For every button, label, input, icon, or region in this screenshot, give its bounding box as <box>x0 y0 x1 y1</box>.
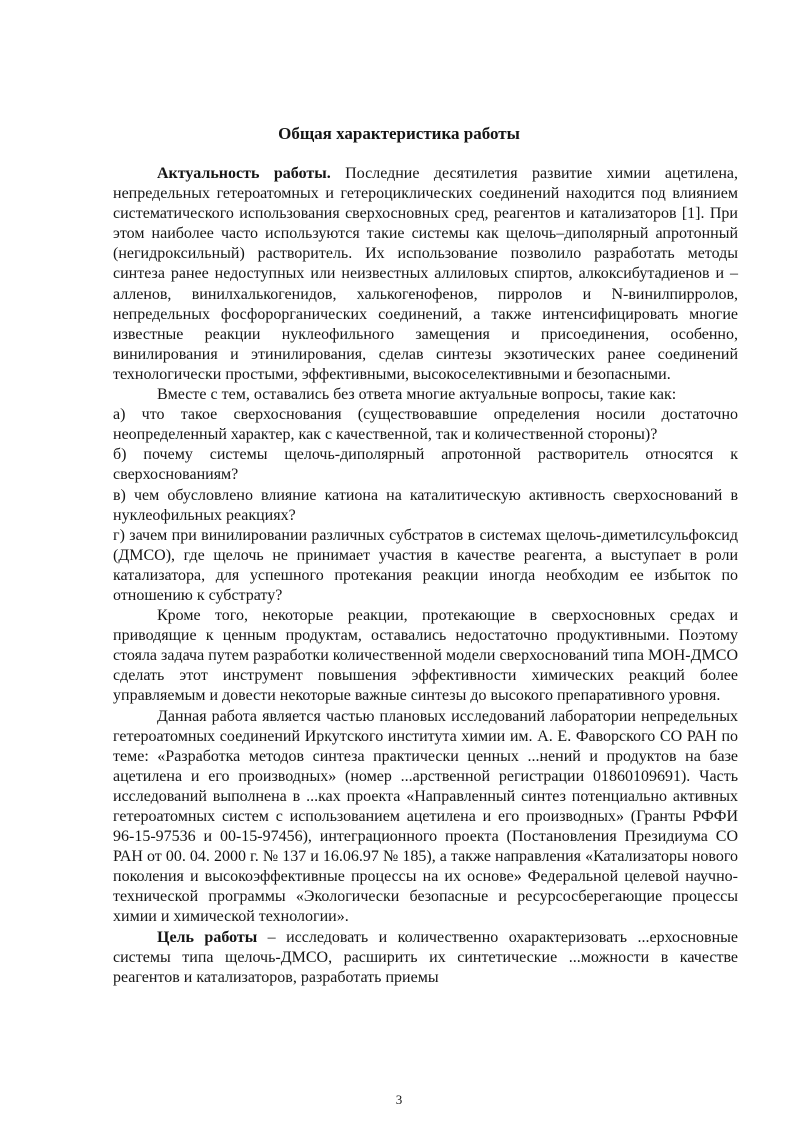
productivity-paragraph: Кроме того, некоторые реакции, протекающие в сверхосновных средах и приводящие к ценным продуктам, оставались недостаточно продуктивными. Поэтому стояла задача путем разработки количественной модели сверхоснований типа МОН-ДМСО сделать этот инструмент повышения эффективности химических реакций более управляемым и довести некоторые важные синтезы до высокого препаративного уровня. <box>113 607 738 705</box>
question-b: б) почему системы щелочь-диполярный апротонной растворитель относятся к сверхоснованиям? <box>113 446 738 484</box>
goal-text: – исследовать и количественно охарактеризовать ...ерхосновные системы типа щелочь-ДМСО, расширить их синтетические ...можности в качестве реагентов и катализаторов, разработать приемы <box>113 928 739 986</box>
question-d: г) зачем при винилировании различных субстратов в системах щелочь-диметилсульфоксид (ДМСО), где щелочь не принимает участия в качестве реагента, а выступает в роли катализатора, для успешного протекания реакции иногда необходим ее избыток по отношению к субстрату? <box>113 526 738 604</box>
page-title: Общая характеристика работы <box>278 124 520 143</box>
question-a: а) что такое сверхоснования (существовавшие определения носили достаточно неопределенный характер, как с качественной, так и количественной стороны)? <box>113 406 738 444</box>
relevance-label: Актуальность работы. <box>157 165 331 182</box>
questions-intro: Вместе с тем, оставались без ответа многие актуальные вопросы, такие как: <box>157 386 677 404</box>
goal-paragraph <box>113 928 738 988</box>
document-body <box>113 164 738 988</box>
context-paragraph: Данная работа является частью плановых исследований лаборатории непредельных гетероатомных соединений Иркутского института химии им. А. Е. Фаворского СО РАН по теме: «Разработка методов синтеза практически ценных ...нений и продуктов на базе ацетилена и его производных» (номер ...арственной регистрации 01860109691). Часть исследований выполнена в ...ках проекта «Направленный синтез потенциально активных гетероатомных систем с использованием ацетилена и его производных» (Гранты РФФИ 96-15-97536 и 00-15-97456), интеграционного проекта (Постановления Президиума СО РАН от 00. 04. 2000 г. № 137 и 16.06.97 № 185), а также направления «Катализаторы нового поколения и высокоэффективные процессы на их основе» Федеральной целевой научно-технической программы «Экологически безопасные и ресурсосберегающие процессы химии и химической технологии». <box>113 707 738 926</box>
question-c: в) чем обусловлено влияние катиона на каталитическую активность сверхоснований в нуклеофильных реакциях? <box>113 486 738 524</box>
relevance-paragraph <box>113 164 738 385</box>
goal-label: Цель работы <box>157 928 258 946</box>
page-number: 3 <box>395 1092 403 1107</box>
relevance-text: Последние десятилетия развитие химии ацетилена, непредельных гетероатомных и гетероциклических соединений находится под влиянием систематического использования сверхосновных сред, реагентов и катализаторов [1]. При этом наиболее часто используются такие системы как щелочь–диполярный апротонный (негидроксильный) растворитель. Их использование позволило разработать методы синтеза ранее недоступных или неизвестных аллиловых спиртов, алкоксибутадиенов и –алленов, винилхалькогенидов, халькогенофенов, пирролов и N-винилпирролов, непредельных фосфорорганических соединений, а также интенсифицировать многие известные реакции нуклеофильного замещения и присоединения, особенно, винилирования и этинилирования, сделав синтезы экзотических ранее соединений технологически простыми, эффективными, высокоселективными и безопасными. <box>113 165 739 383</box>
